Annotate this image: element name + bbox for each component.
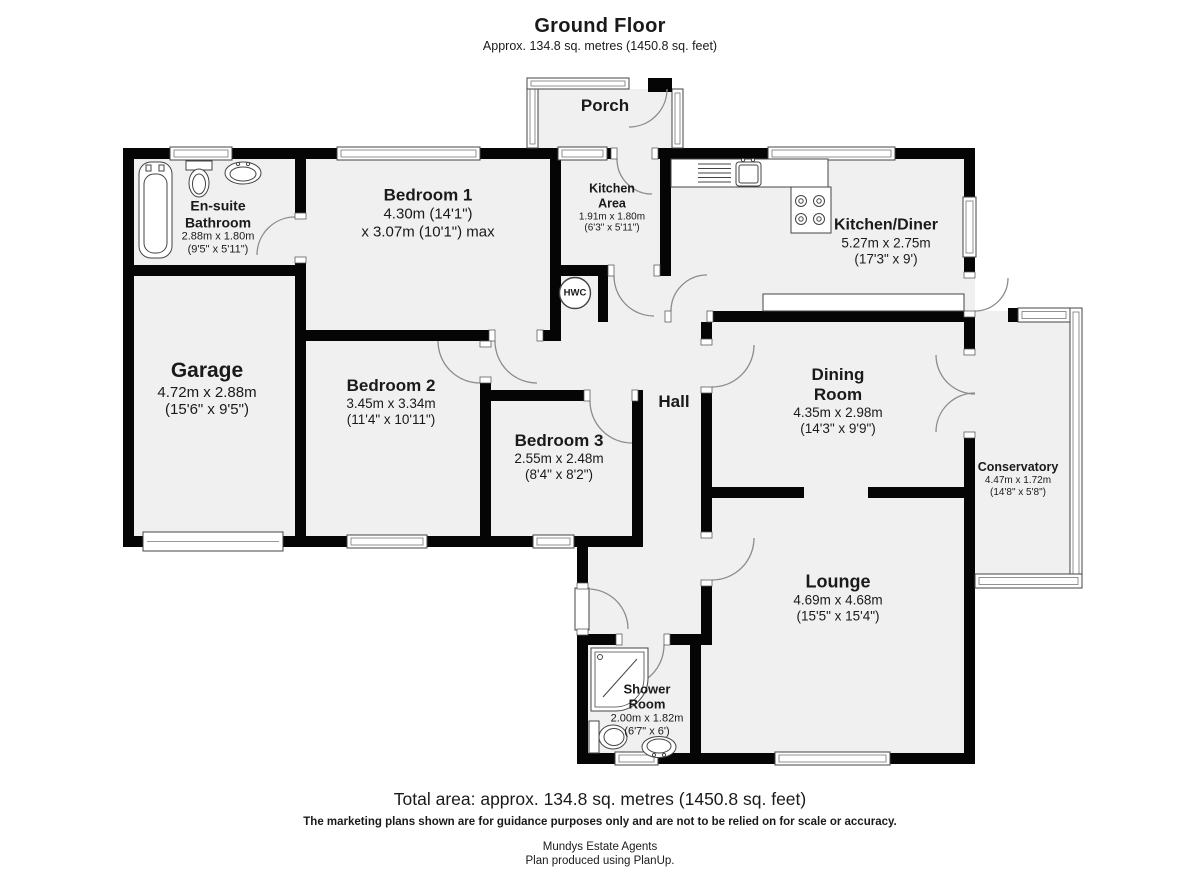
- room-dims-imperial: (9'5" x 5'11"): [187, 243, 249, 256]
- room-label-kitchen-area: [579, 181, 645, 234]
- room-dims-metric: 4.35m x 2.98m: [793, 405, 883, 421]
- window-kitchen-diner-top: [768, 147, 895, 160]
- window-lounge: [775, 752, 890, 765]
- room-label-porch: [581, 96, 629, 116]
- room-label-conservatory: [978, 460, 1059, 498]
- floor-lounge: [712, 498, 964, 753]
- room-name: Bedroom 1: [383, 185, 473, 205]
- conservatory-structure: [975, 308, 1082, 588]
- window-kitchen-diner-east: [963, 197, 976, 257]
- room-dims-metric: 5.27m x 2.75m: [841, 235, 931, 251]
- room-dims-imperial: (14'3" x 9'9"): [800, 421, 876, 437]
- room-label-shower: [611, 682, 684, 739]
- room-dims-metric: 4.30m (14'1"): [383, 205, 473, 223]
- room-dims-imperial: (17'3" x 9'): [854, 251, 918, 267]
- window-porch-inner: [558, 147, 607, 160]
- page-title: Ground Floor: [534, 15, 666, 37]
- hob-icon: [791, 187, 831, 233]
- room-dims-imperial: (11'4" x 10'11"): [346, 412, 436, 428]
- conservatory-block: [1008, 308, 1018, 322]
- window-bedroom1: [337, 147, 480, 160]
- entrance-door: [575, 588, 589, 630]
- window-bedroom2: [347, 535, 427, 548]
- bath-icon: [139, 162, 172, 258]
- room-label-ensuite: [178, 198, 258, 257]
- floor-hall-corridor: [588, 547, 643, 634]
- room-label-lounge: [793, 571, 882, 624]
- agent-text: Mundys Estate Agents: [542, 841, 658, 853]
- floor-hall-d: [643, 498, 701, 645]
- total-area-text: Total area: approx. 134.8 sq. metres (1450.8 sq. feet): [393, 789, 807, 809]
- room-dims-imperial: (6'3" x 5'11"): [584, 222, 640, 234]
- room-dims-imperial: (15'6" x 9'5"): [165, 401, 249, 419]
- kitchen-sink-icon: [671, 158, 828, 187]
- room-name: Porch: [580, 95, 630, 115]
- basin-icon-ensuite: [225, 162, 261, 184]
- room-name: Bedroom 2: [346, 376, 436, 396]
- produced-by-text: Plan produced using PlanUp.: [525, 855, 675, 867]
- room-name: Bedroom 3: [514, 431, 604, 451]
- room-dims-metric: 4.47m x 1.72m: [984, 474, 1052, 486]
- room-name: Kitchen Area: [589, 181, 635, 211]
- porch-corner-block: [648, 78, 672, 92]
- room-dims-imperial: (6'7" x 6'): [624, 725, 670, 738]
- room-label-bedroom3: [514, 431, 603, 483]
- arc-conservatory-door: [975, 278, 1008, 311]
- window-ensuite: [170, 147, 232, 160]
- floor-lounge-ext: [701, 645, 712, 753]
- worktop: [763, 294, 964, 311]
- room-dims-imperial: (14'8" x 5'8"): [990, 486, 1046, 498]
- room-label-garage: [157, 359, 256, 419]
- room-label-kitchen-diner: [834, 217, 938, 268]
- room-dims-metric: 4.69m x 4.68m: [793, 592, 883, 608]
- disclaimer-text: The marketing plans shown are for guidance purposes only and are not to be relied on for scale or accuracy.: [303, 816, 897, 828]
- room-name: En-suite Bathroom: [184, 197, 252, 231]
- room-dims-imperial: (15'5" x 15'4"): [796, 608, 880, 624]
- garage-door: [143, 532, 283, 551]
- room-dims-metric: 2.55m x 2.48m: [514, 451, 604, 467]
- window-bedroom3: [533, 535, 574, 548]
- room-name: Garage: [170, 358, 244, 382]
- room-dims-imperial: x 3.07m (10'1") max: [361, 223, 495, 241]
- page-subtitle: Approx. 134.8 sq. metres (1450.8 sq. feet): [482, 39, 718, 53]
- room-name: Lounge: [805, 571, 871, 592]
- hwc-label: HWC: [563, 287, 587, 299]
- room-name: Conservatory: [977, 459, 1059, 474]
- basin-icon-shower: [642, 737, 676, 758]
- room-name: Kitchen/Diner: [833, 216, 939, 234]
- room-dims-metric: 2.88m x 1.80m: [181, 230, 255, 243]
- room-dims-metric: 1.91m x 1.80m: [578, 210, 646, 222]
- room-name: Shower Room: [623, 681, 671, 713]
- room-label-bedroom1: [361, 185, 494, 240]
- room-dims-imperial: (8'4" x 8'2"): [524, 467, 594, 483]
- room-dims-metric: 3.45m x 3.34m: [346, 396, 436, 412]
- floor-hall-c: [491, 341, 643, 390]
- room-dims-metric: 4.72m x 2.88m: [157, 383, 257, 401]
- room-name: Hall: [658, 391, 690, 411]
- floor-bedroom2: [306, 341, 480, 536]
- room-name: Dining Room: [811, 365, 865, 405]
- room-label-bedroom2: [346, 376, 435, 428]
- room-label-dining: [793, 365, 883, 437]
- room-label-hall: [658, 392, 689, 412]
- room-dims-metric: 2.00m x 1.82m: [610, 712, 684, 725]
